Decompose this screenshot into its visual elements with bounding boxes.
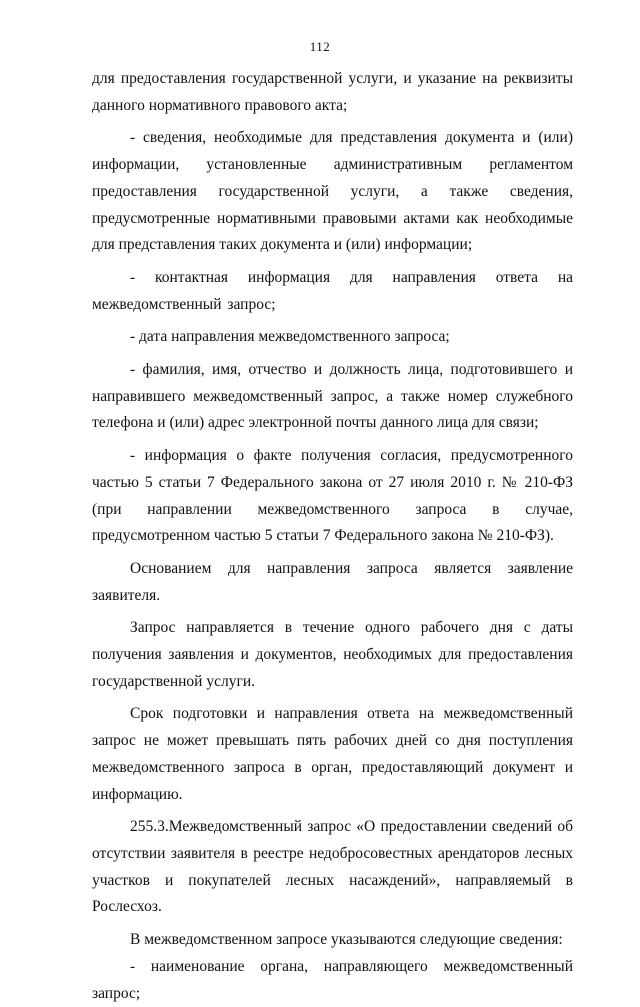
paragraph-request-timing: Запрос направляется в течение одного рабочего дня с даты получения заявления и документов, необходимых для предоставления государственной услуги. — [92, 619, 573, 690]
list-item-sending-authority: - наименование органа, направляющего межведомственный запрос; — [92, 957, 573, 1002]
list-item-contact-information: - контактная информация для направления ответа на межведомственный запрос; — [92, 268, 573, 313]
section-heading-255-3: 255.3.Межведомственный запрос «О предоставлении сведений об отсутствии заявителя в реестре недобросовестных арендаторов лесных участков и покупателей лесных насаждений», направляемый в Рослесхоз. — [92, 818, 573, 916]
list-item-responsible-person: - фамилия, имя, отчество и должность лица, подготовившего и направившего межведомственный запрос, а также номер служебного телефона и (или) адрес электронной почты данного лица для связи; — [92, 361, 573, 432]
paragraph-legal-act-reference: для предоставления государственной услуги, и указание на реквизиты данного нормативного правового акта; — [92, 70, 573, 114]
paragraph-response-deadline: Срок подготовки и направления ответа на межведомственный запрос не может превышать пять рабочих дней со дня поступления межведомственного запроса в орган, предоставляющий документ и информацию. — [92, 705, 573, 803]
paragraph-request-contents-intro: В межведомственном запросе указываются следующие сведения: — [130, 931, 563, 949]
list-item-request-date: - дата направления межведомственного запроса; — [130, 328, 450, 346]
page-number: 112 — [309, 39, 331, 54]
paragraph-request-basis: Основанием для направления запроса является заявление заявителя. — [92, 559, 573, 604]
list-item-required-information: - сведения, необходимые для представления документа и (или) информации, установленные административным регламентом предоставления государственной услуги, а также сведения, предусмотренные нормативными правовыми актами как необходимые для представления таких документа и (или) информации; — [92, 129, 573, 254]
list-item-consent-information: - информация о факте получения согласия, предусмотренного частью 5 статьи 7 Федерального закона от 27 июля 2010 г. № 210-ФЗ (при направлении межведомственного запроса в случае, предусмотренном частью 5 статьи 7 Федерального закона № 210-ФЗ). — [92, 447, 573, 545]
document-body — [92, 66, 573, 1007]
